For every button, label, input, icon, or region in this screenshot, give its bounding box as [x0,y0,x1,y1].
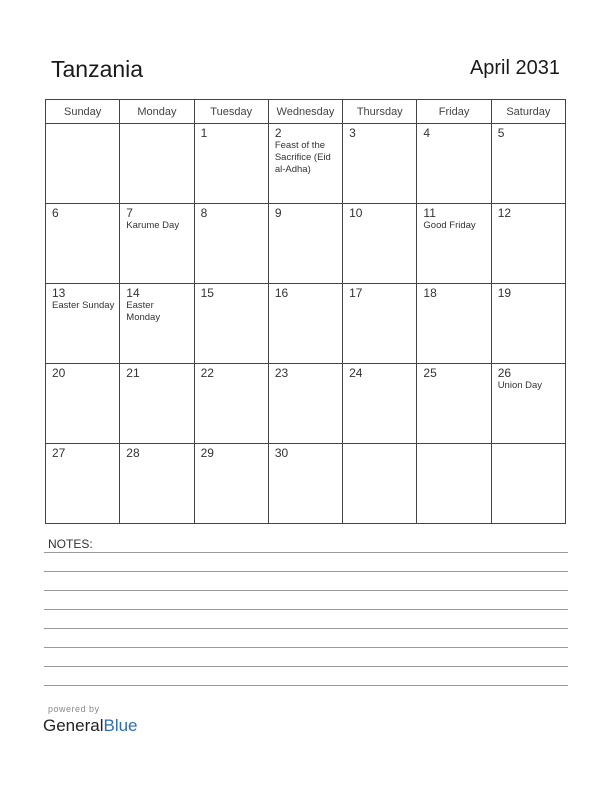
day-cell [491,124,565,204]
day-number: 10 [349,206,363,220]
day-cell [268,364,342,444]
week-row [46,124,566,204]
day-number: 21 [126,366,140,380]
day-number: 24 [349,366,363,380]
day-cell [268,124,342,204]
day-cell [268,204,342,284]
holiday-label: Union Day [497,380,543,391]
week-row [46,284,566,364]
day-cell [120,204,194,284]
note-line [44,590,568,591]
holiday-label: Karume Day [126,220,180,231]
weekday-tuesday: Tuesday [194,100,268,124]
brand-general: General [43,716,104,735]
day-number: 23 [274,366,289,380]
note-line [44,647,568,648]
holiday-label: Easter Monday [126,300,161,323]
day-number: 17 [349,286,363,300]
day-cell [343,124,417,204]
country-title: Tanzania [51,56,144,82]
day-cell [46,364,120,444]
day-number: 13 [52,286,66,300]
day-cell [46,124,120,204]
note-line [44,552,568,553]
notes-label: NOTES: [48,537,93,551]
weekday-saturday: Saturday [491,100,565,124]
day-cell [120,444,194,524]
day-cell [46,284,120,364]
day-number: 26 [497,366,512,380]
powered-by-text: powered by [48,704,100,714]
day-number: 8 [200,206,208,220]
day-number: 27 [52,446,66,460]
day-number: 30 [274,446,289,460]
holiday-label: Feast of the Sacrifice (Eid al-Adha) [274,140,331,175]
day-cell [417,284,491,364]
day-number: 7 [126,206,133,220]
month-year-title: April 2031 [469,57,560,79]
weekday-monday: Monday [120,100,194,124]
day-cell [120,364,194,444]
day-cell [343,284,417,364]
week-row [46,204,566,284]
day-number: 6 [52,206,59,220]
day-number: 28 [126,446,140,460]
day-cell [491,444,565,524]
day-cell [120,284,194,364]
day-cell [46,444,120,524]
day-cell [194,124,268,204]
day-number: 20 [52,366,66,380]
weekday-sunday: Sunday [46,100,120,124]
day-cell [491,284,565,364]
day-cell [194,284,268,364]
day-cell [417,444,491,524]
week-row [46,364,566,444]
day-number: 1 [200,126,208,140]
day-number: 11 [423,206,436,220]
day-cell [120,124,194,204]
day-number: 5 [497,126,505,140]
day-cell [417,364,491,444]
day-cell [194,444,268,524]
day-cell [46,204,120,284]
weekday-header-row [46,100,566,124]
day-number: 14 [126,286,140,300]
day-number: 16 [274,286,289,300]
note-line [44,609,568,610]
day-cell [417,204,491,284]
holiday-label: Good Friday [423,220,476,231]
day-cell [343,444,417,524]
holiday-label: Easter Sunday [52,300,115,311]
note-line [44,685,568,686]
week-row [46,444,566,524]
day-number: 19 [497,286,512,300]
day-cell [343,364,417,444]
day-number: 12 [497,206,512,220]
day-number: 3 [349,126,356,140]
weekday-friday: Friday [417,100,491,124]
day-number: 2 [274,126,282,140]
day-number: 18 [423,286,437,300]
day-number: 9 [274,206,282,220]
day-number: 4 [423,126,431,140]
day-cell [268,284,342,364]
day-number: 25 [423,366,437,380]
day-cell [343,204,417,284]
brand-blue: Blue [103,716,138,735]
note-line [44,628,568,629]
day-cell [268,444,342,524]
day-cell [194,204,268,284]
day-cell [417,124,491,204]
weekday-thursday: Thursday [343,100,417,124]
note-line [44,571,568,572]
weekday-wednesday: Wednesday [268,100,342,124]
day-cell [491,364,565,444]
note-line [44,666,568,667]
day-number: 15 [200,286,214,300]
day-cell [491,204,565,284]
day-number: 22 [200,366,214,380]
calendar-grid [45,99,566,524]
generalblue-logo [43,716,138,736]
day-number: 29 [200,446,214,460]
day-cell [194,364,268,444]
